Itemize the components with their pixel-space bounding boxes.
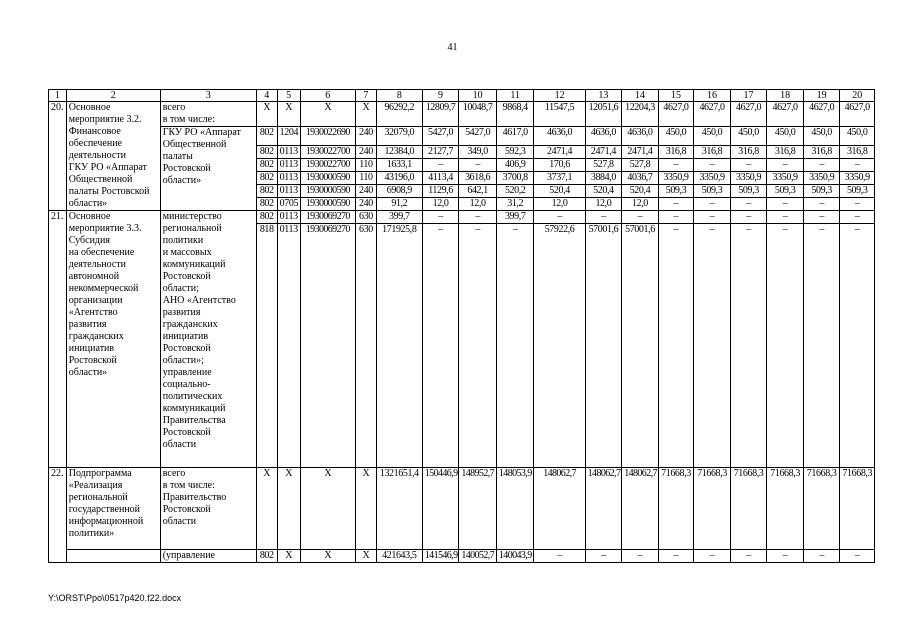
text-line: Ростовской [68,355,117,366]
text-line: области» [162,175,202,186]
value-cell: 170,6 [534,159,585,172]
value-cell: 31,2 [496,198,534,211]
value-cell: 509,3 [840,185,875,198]
table-row [49,102,875,127]
executor-cell [160,211,256,468]
value-cell: 592,3 [496,146,534,159]
value-cell: 12,0 [422,198,459,211]
value-cell: 140052,7 [459,550,497,563]
column-header: 13 [585,90,622,102]
text-line: информационной [68,516,144,527]
value-cell: 3884,0 [585,172,622,185]
value-cell: 5427,0 [422,127,459,146]
value-cell: 1930000590 [300,172,355,185]
text-line: области» [68,367,108,378]
value-cell: 349,0 [459,146,497,159]
value-cell: 9868,4 [496,102,534,127]
value-cell: – [694,224,731,468]
value-cell: – [803,198,840,211]
text-line: инициатив [162,331,209,342]
value-cell: 0113 [277,159,300,172]
text-line: ГКУ РО «Аппарат [68,162,147,173]
value-cell: 0113 [277,172,300,185]
text-line: области [162,516,197,527]
value-cell: 1204 [277,127,300,146]
value-cell: 802 [256,185,277,198]
value-cell: 10048,7 [459,102,497,127]
text-line: гражданских [68,331,124,342]
value-cell: – [840,224,875,468]
text-line: Правительства [162,415,226,426]
activity-name [66,102,160,211]
value-cell: 91,2 [376,198,422,211]
column-header: 9 [422,90,459,102]
value-cell: 12,0 [585,198,622,211]
text-line: коммуникаций [162,259,226,270]
value-cell: 1930069270 [300,211,355,224]
value-cell: 1930000590 [300,198,355,211]
text-line: мероприятие 3.2. [68,114,142,125]
value-cell: 1321651,4 [376,468,422,550]
value-cell: – [767,224,804,468]
text-line: политических [162,391,223,402]
text-line: гражданских [162,319,218,330]
value-cell: 4636,0 [585,127,622,146]
value-cell: 509,3 [767,185,804,198]
value-cell: 57001,6 [585,224,622,468]
row-number: 20. [49,102,67,211]
value-cell: 171925,8 [376,224,422,468]
table-row [49,211,875,224]
value-cell: 6908,9 [376,185,422,198]
value-cell: 140043,9 [496,550,534,563]
value-cell: 450,0 [730,127,767,146]
value-cell: – [767,211,804,224]
value-cell: 818 [256,224,277,468]
activity-name [66,468,160,550]
column-header: 8 [376,90,422,102]
value-cell: – [730,198,767,211]
value-cell: 148062,7 [534,468,585,550]
text-line: Ростовской [162,343,211,354]
value-cell: 4627,0 [694,102,731,127]
text-line: мероприятие 3.3. [68,223,142,234]
value-cell: 520,4 [585,185,622,198]
value-cell: – [730,159,767,172]
text-line: региональной [68,492,128,503]
value-cell: 43196,0 [376,172,422,185]
value-cell: 527,8 [585,159,622,172]
value-cell: – [496,224,534,468]
text-line: коммуникаций [162,403,226,414]
column-header: 1 [49,90,67,102]
value-cell: – [730,224,767,468]
value-cell: 2471,4 [534,146,585,159]
value-cell: 0113 [277,211,300,224]
value-cell: 4113,4 [422,172,459,185]
value-cell: 2471,4 [585,146,622,159]
value-cell: 3700,8 [496,172,534,185]
value-cell: – [459,211,497,224]
value-cell: 316,8 [840,146,875,159]
value-cell: 421643,5 [376,550,422,563]
value-cell: 399,7 [496,211,534,224]
value-cell: 32079,0 [376,127,422,146]
column-header: 7 [355,90,376,102]
value-cell: 3350,9 [803,172,840,185]
column-header: 11 [496,90,534,102]
text-line: Общественной [162,139,227,150]
value-cell: 4627,0 [840,102,875,127]
value-cell: 316,8 [658,146,694,159]
column-header: 4 [256,90,277,102]
value-cell: 450,0 [803,127,840,146]
value-cell: 71668,3 [840,468,875,550]
value-cell: 509,3 [730,185,767,198]
value-cell: 4627,0 [730,102,767,127]
value-cell: – [840,198,875,211]
text-line: палаты [162,151,193,162]
value-cell: – [534,550,585,563]
value-cell: – [422,224,459,468]
value-cell: – [840,550,875,563]
value-cell: 4617,0 [496,127,534,146]
value-cell: – [767,159,804,172]
table-row [49,550,875,563]
value-cell: 802 [256,127,277,146]
page-number: 41 [447,42,458,53]
executor-cell [160,102,256,127]
text-line: управление [162,367,212,378]
text-line: на обеспечение [68,247,135,258]
value-cell: X [355,468,376,550]
text-line: Ростовской [162,504,211,515]
text-line: Основное [68,211,111,222]
table-row [49,468,875,550]
column-header: 15 [658,90,694,102]
activity-name [66,211,160,468]
text-line: министерство [162,211,222,222]
value-cell: – [694,550,731,563]
value-cell: X [277,550,300,563]
value-cell: 3350,9 [767,172,804,185]
value-cell: 148053,9 [496,468,534,550]
value-cell: – [803,224,840,468]
text-line: палаты Ростовской [68,186,150,197]
text-line: государственной [68,504,141,515]
value-cell: 642,1 [459,185,497,198]
value-cell: 3737,1 [534,172,585,185]
value-cell: 1930022690 [300,127,355,146]
value-cell: X [256,468,277,550]
value-cell: – [422,159,459,172]
value-cell: 71668,3 [694,468,731,550]
value-cell: 12809,7 [422,102,459,127]
value-cell: X [300,102,355,127]
value-cell: 57922,6 [534,224,585,468]
value-cell: 316,8 [803,146,840,159]
text-line: развития [162,307,201,318]
file-path-footer: Y:\ORST\Ppo\0517p420.f22.docx [48,593,182,603]
text-line: Субсидия [68,235,110,246]
value-cell: 148062,7 [585,468,622,550]
value-cell: – [534,211,585,224]
value-cell: 802 [256,146,277,159]
value-cell: 399,7 [376,211,422,224]
value-cell: 71668,3 [658,468,694,550]
value-cell: 71668,3 [730,468,767,550]
value-cell: 57001,6 [622,224,659,468]
text-line: обеспечение [68,138,122,149]
value-cell: – [585,550,622,563]
value-cell: 0113 [277,224,300,468]
value-cell: 2127,7 [422,146,459,159]
value-cell: – [840,211,875,224]
text-line: области; [162,283,199,294]
value-cell: – [803,211,840,224]
value-cell: 150446,9 [422,468,459,550]
value-cell: 802 [256,550,277,563]
value-cell: 96292,2 [376,102,422,127]
value-cell: 240 [355,198,376,211]
value-cell: – [694,198,731,211]
value-cell: 4627,0 [658,102,694,127]
text-line: в том числе: [162,480,215,491]
value-cell: 0113 [277,146,300,159]
value-cell: – [767,550,804,563]
value-cell: – [658,198,694,211]
value-cell: 12,0 [459,198,497,211]
value-cell: – [422,211,459,224]
column-header: 10 [459,90,497,102]
value-cell: 12,0 [534,198,585,211]
row-number: 21. [49,211,67,468]
value-cell: 4636,0 [534,127,585,146]
text-line: деятельности [68,259,126,270]
text-line: и массовых [162,247,212,258]
value-cell: – [585,211,622,224]
text-line: социально- [162,379,211,390]
column-header: 17 [730,90,767,102]
value-cell: 148062,7 [622,468,659,550]
value-cell: 240 [355,185,376,198]
value-cell: 2471,4 [622,146,659,159]
value-cell: 71668,3 [767,468,804,550]
text-line: региональной [162,223,222,234]
column-header: 16 [694,90,731,102]
text-line: Общественной [68,174,133,185]
value-cell: 0705 [277,198,300,211]
text-line: «Агентство [68,307,118,318]
value-cell: – [658,159,694,172]
value-cell: – [622,211,659,224]
text-line: всего [162,468,186,479]
table-row [49,127,875,146]
value-cell: 110 [355,159,376,172]
value-cell: 1633,1 [376,159,422,172]
value-cell: 630 [355,211,376,224]
value-cell: X [277,102,300,127]
column-header: 2 [66,90,160,102]
value-cell: 12,0 [622,198,659,211]
text-line: АНО «Агентство [162,295,236,306]
value-cell: 3350,9 [840,172,875,185]
executor-cell: (управление [160,550,256,563]
activity-name [66,550,160,563]
value-cell: 0113 [277,185,300,198]
value-cell: 527,8 [622,159,659,172]
value-cell: 1930022700 [300,146,355,159]
value-cell: – [730,550,767,563]
text-line: организации [68,295,123,306]
column-header: 18 [767,90,804,102]
value-cell: – [694,159,731,172]
value-cell: 520,4 [534,185,585,198]
value-cell: 509,3 [803,185,840,198]
row-number: 22. [49,468,67,563]
value-cell: – [658,550,694,563]
value-cell: – [658,224,694,468]
value-cell: 148952,7 [459,468,497,550]
value-cell: 1129,6 [422,185,459,198]
value-cell: – [694,211,731,224]
value-cell: 4636,0 [622,127,659,146]
value-cell: 406,9 [496,159,534,172]
value-cell: – [803,550,840,563]
value-cell: X [355,102,376,127]
value-cell: 3350,9 [694,172,731,185]
text-line: ГКУ РО «Аппарат [162,127,241,138]
value-cell: 316,8 [694,146,731,159]
text-line: автономной [68,271,120,282]
value-cell: 3350,9 [730,172,767,185]
value-cell: X [277,468,300,550]
text-line: Правительство [162,492,227,503]
value-cell: 1930069270 [300,224,355,468]
text-line: всего [162,102,186,113]
value-cell: 1930022700 [300,159,355,172]
value-cell: X [256,102,277,127]
value-cell: 802 [256,211,277,224]
value-cell: 450,0 [767,127,804,146]
value-cell: 316,8 [730,146,767,159]
column-header: 20 [840,90,875,102]
value-cell: X [300,550,355,563]
value-cell: 4627,0 [767,102,804,127]
text-line: Основное [68,102,111,113]
value-cell: – [658,211,694,224]
column-header: 6 [300,90,355,102]
text-line: «Реализация [68,480,123,491]
column-header: 12 [534,90,585,102]
value-cell: 11547,5 [534,102,585,127]
value-cell: – [459,159,497,172]
text-line: Ростовской [162,163,211,174]
value-cell: 802 [256,159,277,172]
text-line: Ростовской [162,271,211,282]
value-cell: – [767,198,804,211]
text-line: инициатив [68,343,115,354]
budget-table [48,89,875,563]
value-cell: 1930000590 [300,185,355,198]
value-cell: 509,3 [658,185,694,198]
text-line: Ростовской [162,427,211,438]
value-cell: X [355,550,376,563]
column-header: 14 [622,90,659,102]
value-cell: 110 [355,172,376,185]
value-cell: – [730,211,767,224]
executor-cell [160,127,256,211]
value-cell: – [459,224,497,468]
value-cell: 316,8 [767,146,804,159]
value-cell: 802 [256,198,277,211]
text-line: Финансовое [68,126,121,137]
value-cell: 3350,9 [658,172,694,185]
value-cell: 520,4 [622,185,659,198]
value-cell: – [622,550,659,563]
column-header: 5 [277,90,300,102]
value-cell: 450,0 [658,127,694,146]
value-cell: 520,2 [496,185,534,198]
text-line: области» [68,198,108,209]
text-line: деятельности [68,150,126,161]
text-line: области [162,439,197,450]
value-cell: 4036,7 [622,172,659,185]
value-cell: 509,3 [694,185,731,198]
value-cell: 71668,3 [803,468,840,550]
text-line: развития [68,319,107,330]
value-cell: 240 [355,127,376,146]
value-cell: 141546,9 [422,550,459,563]
value-cell: – [840,159,875,172]
value-cell: 12204,3 [622,102,659,127]
header-row [49,90,875,102]
column-header: 3 [160,90,256,102]
value-cell: – [803,159,840,172]
text-line: политики» [68,528,115,539]
value-cell: 630 [355,224,376,468]
text-line: Подпрограмма [68,468,132,479]
value-cell: 3618,6 [459,172,497,185]
value-cell: 5427,0 [459,127,497,146]
text-line: области»; [162,355,204,366]
text-line: в том числе: [162,114,215,125]
value-cell: 450,0 [840,127,875,146]
text-line: некоммерческой [68,283,139,294]
executor-cell [160,468,256,550]
value-cell: 12051,6 [585,102,622,127]
value-cell: 4627,0 [803,102,840,127]
value-cell: 240 [355,146,376,159]
column-header: 19 [803,90,840,102]
value-cell: 802 [256,172,277,185]
value-cell: 12384,0 [376,146,422,159]
value-cell: X [300,468,355,550]
value-cell: 450,0 [694,127,731,146]
text-line: политики [162,235,204,246]
